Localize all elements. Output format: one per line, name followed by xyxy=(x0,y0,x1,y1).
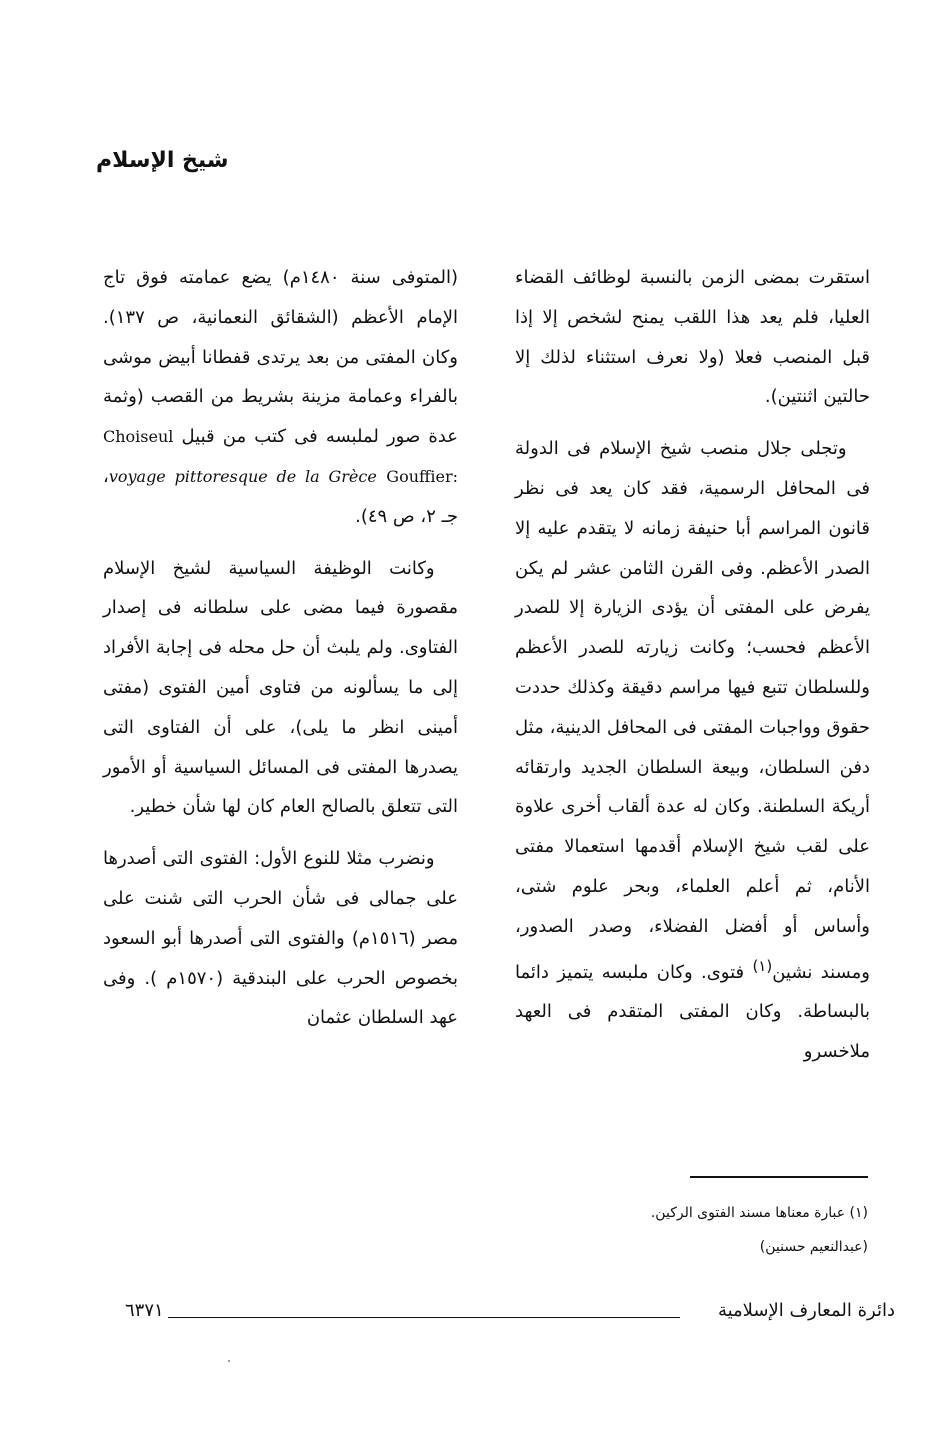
footer-title: دائرة المعارف الإسلامية xyxy=(717,1300,895,1321)
paragraph xyxy=(515,429,870,1072)
scan-speck xyxy=(228,1360,230,1362)
paragraph-text: فتوى. وكان ملبسه يتميز دائما بالبساطة. وكان المفتى المتقدم فى العهد ملاخسرو xyxy=(515,961,870,1063)
paragraph-text: ، جـ ٢، ص ٤٩). xyxy=(103,465,458,527)
paragraph: استقرت بمضى الزمن بالنسبة لوظائف القضاء العليا، فلم يعد هذا اللقب يمنح لشخص إلا إذا قبل المنصب فعلا (ولا نعرف استثناء لذلك إلا حالتين اثنتين). xyxy=(515,267,870,408)
paragraph: وكانت الوظيفة السياسية لشيخ الإسلام مقصورة فيما مضى على سلطانه فى إصدار الفتاوى. ولم يلبث أن حل محله فى إجابة الأفراد إلى ما يسألونه من فتاوى أمين الفتوى (مفتى أمينى انظر ما يلى)، على أن الفتاوى التى يصدرها المفتى فى المسائل السياسية أو الأمور التى تتعلق بالصالح العام كان لها شأن خطير. xyxy=(103,557,458,818)
paragraph-text: (المتوفى سنة ١٤٨٠م) يضع عمامته فوق تاج الإمام الأعظم (الشقائق النعمانية، ص ١٣٧). وكان المفتى من بعد يرتدى قفطانا أبيض موشى بالفراء وعمامة مزينة بشريط من القصب (وثمة عدة صور لملبسه فى كتب من قبيل xyxy=(103,267,458,448)
paragraph-text: وتجلى جلال منصب شيخ الإسلام فى الدولة فى المحافل الرسمية، فقد كان يعد فى نظر قانون المراسم أبا حنيفة زمانه لا يتقدم عليه إلا الصدر الأعظم. وفى القرن الثامن عشر لم يكن يفرض على المفتى أن يؤدى الزيارة إلا للصدر الأعظم فحسب؛ وكانت زيارته للصدر الأعظم وللسلطان تتبع فيها مراسم دقيقة وكذلك حددت حقوق وواجبات المفتى فى المحافل الدينية، مثل دفن السلطان، وبيعة السلطان الجديد وارتقائه أريكة السلطنة. وكان له عدة ألقاب أخرى علاوة على لقب شيخ الإسلام أقدمها استعمالا مفتى الأنام، ثم أعلم العلماء، وبحر علوم شتى، وأساس أو أفضل الفضلاء، وصدر الصدور، ومسند نشين xyxy=(515,438,870,983)
running-head-title: شيخ الإسلام xyxy=(96,148,229,173)
latin-book-title: voyage pittoresque de la Grèce xyxy=(108,466,377,486)
footer-divider xyxy=(168,1317,680,1318)
latin-author: Choiseul Gouffier: xyxy=(103,427,458,486)
page-footer xyxy=(125,1300,895,1330)
footnote-divider xyxy=(690,1176,868,1178)
footnote: (١) عبارة معناها مسند الفتوى الركين. xyxy=(650,1205,868,1221)
footnote-author: (عبدالنعيم حسنين) xyxy=(759,1239,868,1255)
left-column xyxy=(103,258,458,1050)
footnote-marker: (١) xyxy=(752,956,773,975)
paragraph xyxy=(103,258,458,537)
page-number: ٦٣٧١ xyxy=(125,1300,164,1321)
footnotes xyxy=(488,1196,868,1264)
right-column xyxy=(515,258,870,1084)
paragraph: ونضرب مثلا للنوع الأول: الفتوى التى أصدرها على جمالى فى شأن الحرب التى شنت على مصر (١٥١٦م) والفتوى التى أصدرها أبو السعود بخصوص الحرب على البندقية (١٥٧٠م ). وفى عهد السلطان عثمان xyxy=(103,848,458,1029)
